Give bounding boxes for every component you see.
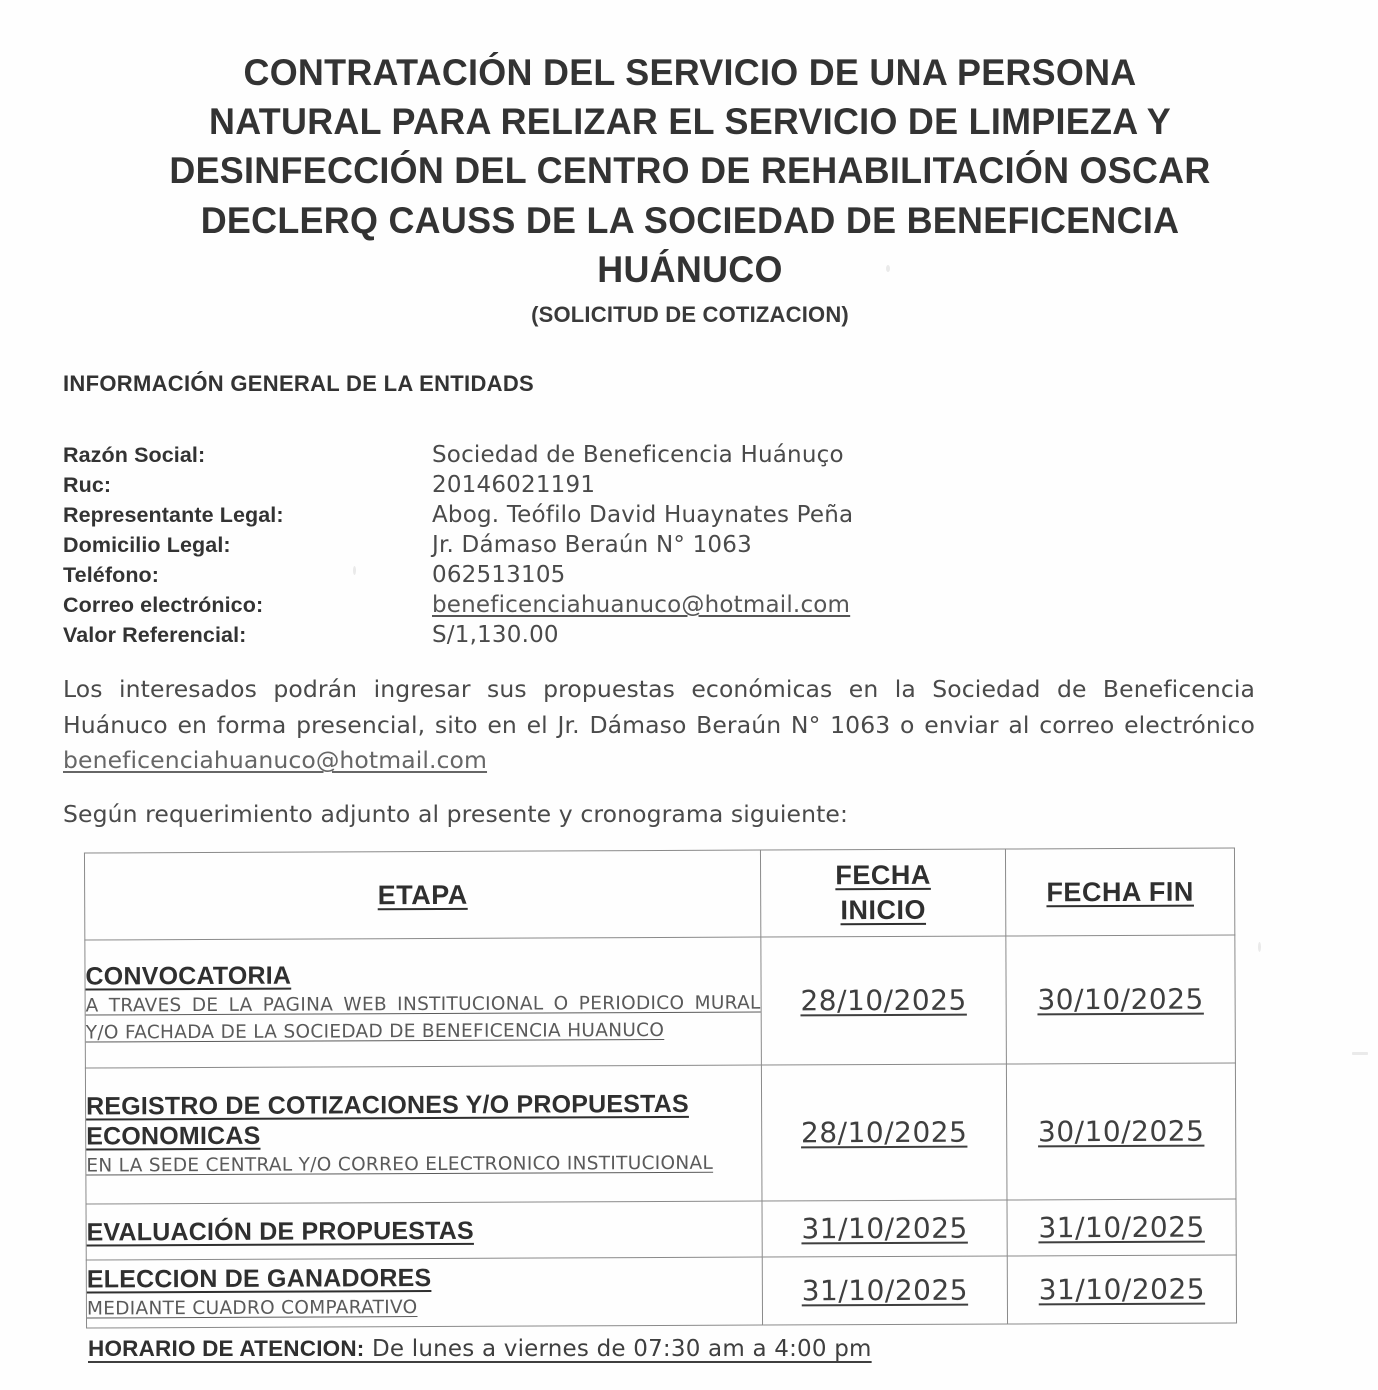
inline-email-link[interactable]: beneficenciahuanuco@hotmail.com — [63, 746, 488, 775]
column-header-fecha-inicio-line1: FECHA — [835, 860, 931, 891]
etapa-description: MEDIANTE CUADRO COMPARATIVO — [86, 1297, 418, 1320]
scan-speckle — [1258, 942, 1261, 952]
etapa-title: EVALUACIÓN DE PROPUESTAS — [86, 1216, 474, 1247]
table-row — [85, 1063, 1236, 1204]
info-value: Abog. Teófilo David Huaynates Peña — [432, 502, 854, 528]
info-label: Valor Referencial: — [63, 623, 247, 647]
cell-fecha-inicio — [761, 1064, 1007, 1201]
fecha-inicio-value: 31/10/2025 — [801, 1273, 969, 1308]
cell-etapa — [85, 937, 762, 1068]
schedule-table — [84, 847, 1237, 1328]
table-row — [86, 1199, 1236, 1260]
document-subtitle: (SOLICITUD DE COTIZACION) — [531, 302, 849, 328]
etapa-description: EN LA SEDE CENTRAL Y/O CORREO ELECTRONICO INSTITUCIONAL — [86, 1153, 714, 1177]
info-label: Teléfono: — [63, 563, 160, 587]
table-row — [86, 1255, 1236, 1328]
info-row-razon-social — [63, 442, 1163, 472]
etapa-title: REGISTRO DE COTIZACIONES Y/O PROPUESTAS ECONOMICAS — [86, 1090, 689, 1151]
title-line-2: NATURAL PARA RELIZAR EL SERVICIO DE LIMPIEZA Y — [209, 101, 1171, 143]
cell-fecha-fin — [1006, 1063, 1236, 1200]
scan-speckle — [353, 566, 356, 575]
fecha-fin-value: 30/10/2025 — [1037, 982, 1204, 1017]
etapa-title: ELECCION DE GANADORES — [86, 1264, 432, 1294]
info-row-representante-legal — [63, 502, 1163, 532]
title-line-5: HUÁNUCO — [597, 248, 783, 290]
title-line-4: DECLERQ CAUSS DE LA SOCIEDAD DE BENEFICENCIA — [200, 199, 1180, 241]
fecha-inicio-value: 31/10/2025 — [801, 1211, 968, 1246]
attention-hours-value: De lunes a viernes de 07:30 am a 4:00 pm — [364, 1336, 872, 1362]
email-link[interactable]: beneficenciahuanuco@hotmail.com — [432, 592, 851, 618]
attention-hours — [88, 1336, 872, 1362]
fecha-inicio-value: 28/10/2025 — [800, 1115, 968, 1150]
scan-speckle — [1352, 1052, 1368, 1055]
title-line-3: DESINFECCIÓN DEL CENTRO DE REHABILITACIÓN OSCAR — [169, 150, 1211, 192]
info-label: Razón Social: — [63, 443, 206, 467]
cell-etapa — [86, 1201, 762, 1260]
info-value: S/1,130.00 — [432, 622, 559, 648]
info-row-correo-electronico — [63, 592, 1163, 622]
info-label: Correo electrónico: — [63, 593, 264, 617]
fecha-fin-value: 30/10/2025 — [1037, 1114, 1205, 1149]
cell-etapa — [85, 1065, 762, 1204]
cell-fecha-fin — [1007, 1255, 1236, 1324]
page-title — [98, 48, 1281, 294]
etapa-title: CONVOCATORIA — [85, 961, 292, 991]
column-header-etapa — [84, 850, 760, 940]
cell-fecha-fin — [1007, 1199, 1236, 1256]
column-header-etapa-label: ETAPA — [377, 879, 468, 910]
column-header-fecha-inicio-line2: INICIO — [840, 894, 927, 926]
info-row-telefono — [63, 562, 1163, 592]
cell-etapa — [86, 1257, 762, 1328]
attention-hours-label: HORARIO DE ATENCION: — [88, 1336, 365, 1361]
etapa-description: A TRAVES DE LA PAGINA WEB INSTITUCIONAL O PERIODICO MURAL Y/O FACHADA DE LA SOCIEDAD DE BENEFICENCIA HUANUCO — [85, 992, 761, 1044]
section-heading-entity-info: INFORMACIÓN GENERAL DE LA ENTIDADS — [63, 371, 534, 396]
entity-info-list — [63, 442, 1163, 652]
title-block — [80, 48, 1300, 328]
info-value: 20146021191 — [432, 472, 596, 498]
info-row-domicilio-legal — [63, 532, 1163, 562]
fecha-inicio-value: 28/10/2025 — [800, 983, 967, 1018]
info-row-ruc — [63, 472, 1163, 502]
title-line-1: CONTRATACIÓN DEL SERVICIO DE UNA PERSONA — [243, 52, 1137, 93]
scan-speckle — [886, 265, 890, 272]
table-row — [85, 935, 1236, 1068]
info-label: Domicilio Legal: — [63, 533, 231, 557]
info-value: Jr. Dámaso Beraún N° 1063 — [432, 532, 752, 558]
submission-instructions-paragraph — [63, 672, 1255, 779]
info-label: Representante Legal: — [63, 503, 284, 527]
fecha-fin-value: 31/10/2025 — [1038, 1210, 1205, 1245]
cell-fecha-fin — [1006, 935, 1236, 1064]
schedule-intro-text: Según requerimiento adjunto al presente y cronograma siguiente: — [63, 800, 848, 828]
column-header-fecha-fin-label: FECHA FIN — [1046, 876, 1194, 908]
info-row-valor-referencial — [63, 622, 1163, 652]
table-header-row — [84, 848, 1234, 940]
cell-fecha-inicio — [762, 1200, 1007, 1257]
column-header-fecha-inicio — [760, 849, 1005, 937]
schedule-table-wrapper — [84, 847, 1236, 1328]
info-value: Sociedad de Beneficencia Huánuço — [432, 442, 844, 468]
info-label: Ruc: — [63, 473, 112, 497]
paragraph-text: Los interesados podrán ingresar sus propuestas económicas en la Sociedad de Beneficencia Huánuco en forma presencial, sito en el Jr. Dámaso Beraún N° 1063 o enviar al correo electrónico — [63, 675, 1255, 739]
cell-fecha-inicio — [762, 1256, 1007, 1325]
fecha-fin-value: 31/10/2025 — [1038, 1272, 1206, 1307]
column-header-fecha-fin — [1005, 848, 1234, 936]
info-value: 062513105 — [432, 562, 566, 588]
cell-fecha-inicio — [761, 936, 1007, 1065]
